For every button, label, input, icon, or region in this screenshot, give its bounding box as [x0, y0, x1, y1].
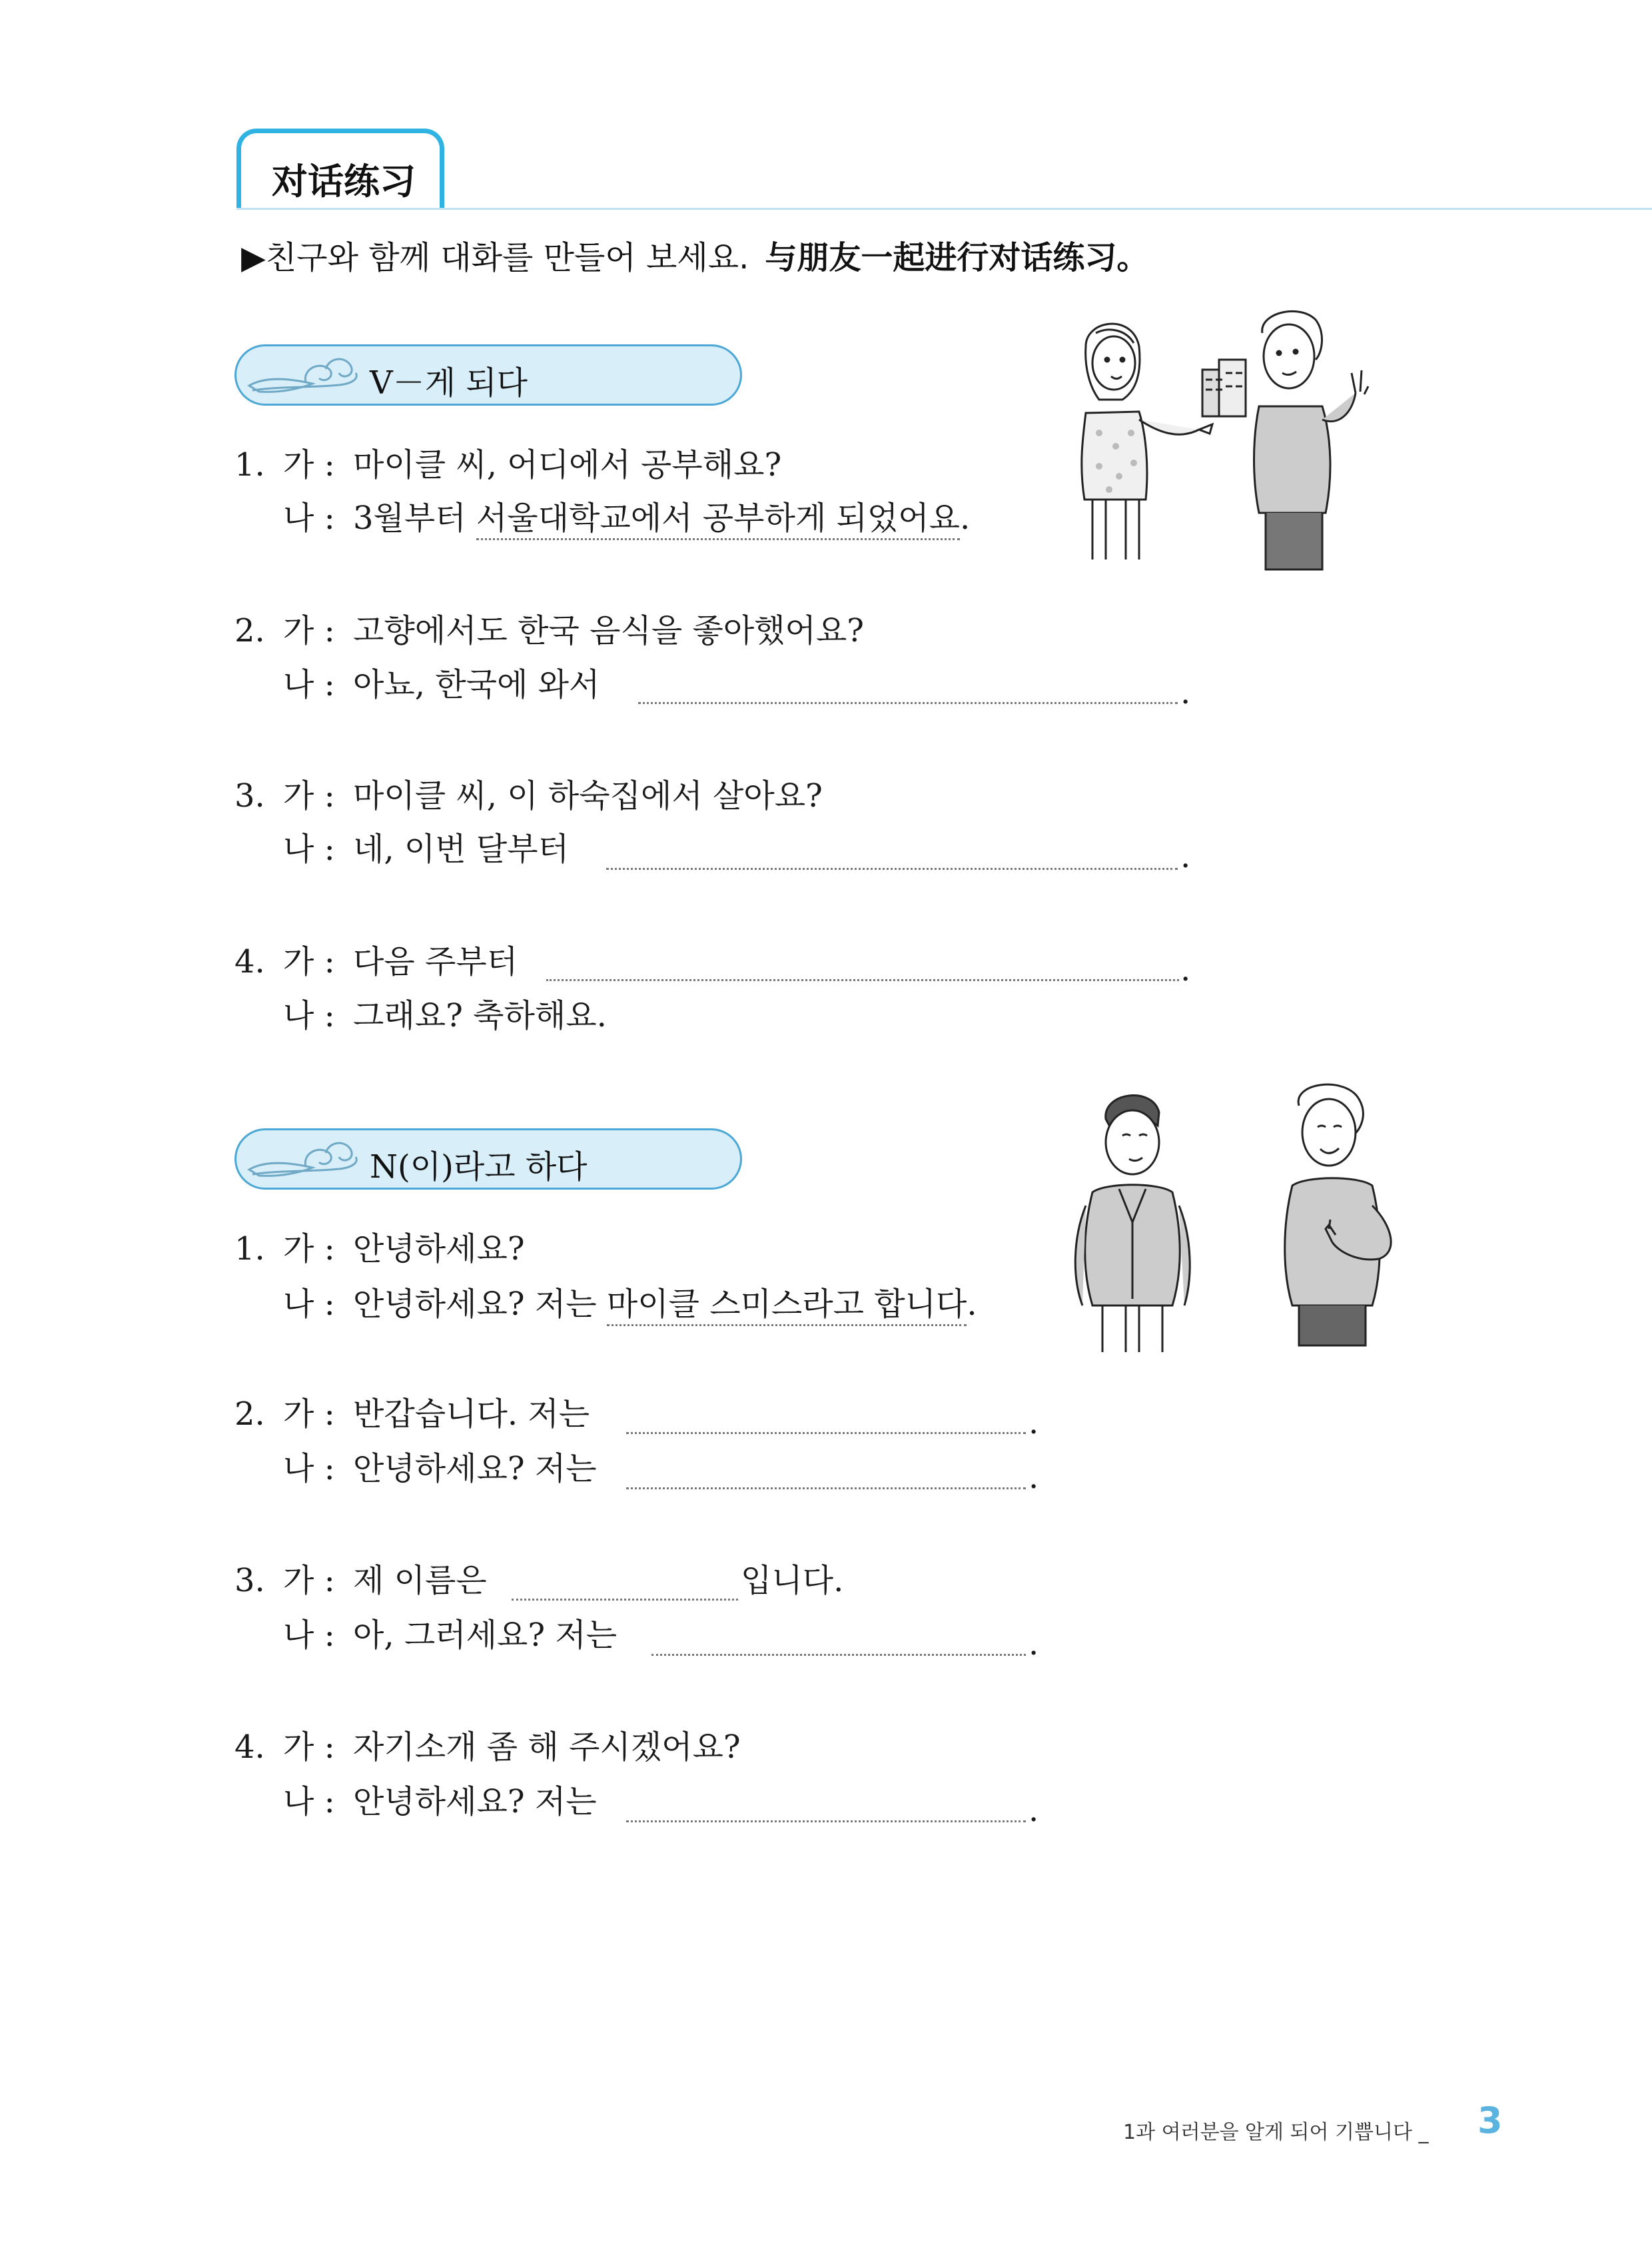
dialogue-text: 네, 이번 달부터 — [353, 831, 569, 868]
answer-blank[interactable] — [626, 1820, 1026, 1822]
cloud-ornament-icon — [239, 1133, 372, 1186]
two-men-illustration — [1066, 1079, 1452, 1359]
period: . — [967, 1286, 977, 1323]
footer-chapter: 1과 여러분을 알게 되어 기쁩니다 _ — [1123, 2121, 1429, 2144]
item-number: 2. — [234, 1395, 265, 1433]
grammar-header-1 — [234, 344, 742, 406]
period: . — [1029, 1792, 1039, 1829]
grammar-header-2 — [234, 1128, 742, 1190]
speaker-na: 나 : — [283, 1450, 335, 1487]
answer-blank[interactable] — [606, 868, 1178, 870]
example-answer: 서울대학교에서 공부하게 되었어요 — [476, 500, 960, 540]
dialogue-text: 자기소개 좀 해 주시겠어요? — [353, 1728, 741, 1766]
speaker-na: 나 : — [283, 1783, 335, 1820]
dialogue-text: 그래요? 축하해요. — [353, 997, 607, 1034]
period: . — [1180, 951, 1191, 988]
answer-blank[interactable] — [512, 1599, 738, 1601]
answer-blank[interactable] — [638, 702, 1178, 704]
speaker-na: 나 : — [283, 666, 335, 703]
instruction — [241, 232, 1148, 278]
dialogue-text: 입니다. — [741, 1562, 844, 1599]
dialogue-text: 안녕하세요? 저는 — [353, 1783, 597, 1820]
page-number: 3 — [1477, 2099, 1503, 2141]
answer-blank[interactable] — [626, 1432, 1026, 1434]
item-number: 2. — [234, 612, 265, 649]
period: . — [1029, 1404, 1039, 1441]
item-number: 4. — [234, 1728, 265, 1766]
period: . — [1180, 838, 1191, 875]
item-number: 1. — [234, 446, 265, 484]
speaker-ga: 가 : — [283, 1562, 335, 1599]
section-title-tab — [236, 129, 444, 210]
answer-blank[interactable] — [626, 1487, 1026, 1489]
speaker-ga: 가 : — [283, 1728, 335, 1766]
grammar-label-2: N(이)라고 하다 — [370, 1148, 588, 1186]
speaker-ga: 가 : — [283, 1395, 335, 1433]
dialogue-text: 다음 주부터 — [353, 943, 518, 980]
speaker-ga: 가 : — [283, 446, 335, 484]
speaker-na: 나 : — [283, 1617, 335, 1654]
section-title: 对话练习 — [272, 161, 416, 202]
cloud-ornament-icon — [239, 349, 372, 402]
item-number: 3. — [234, 1562, 265, 1599]
dialogue-text: 아뇨, 한국에 와서 — [353, 666, 600, 703]
dialogue-text: 안녕하세요? 저는 — [353, 1450, 597, 1487]
woman-man-building-illustration — [1059, 306, 1406, 573]
dialogue-text: 반갑습니다. 저는 — [353, 1395, 590, 1433]
period: . — [1029, 1625, 1039, 1663]
speaker-ga: 가 : — [283, 943, 335, 980]
instruction-chinese: 与朋友一起进行对话练习。 — [765, 239, 1149, 276]
speaker-ga: 가 : — [283, 777, 335, 815]
answer-blank[interactable] — [651, 1654, 1026, 1656]
instruction-korean: ▶친구와 함께 대화를 만들어 보세요. — [241, 239, 749, 276]
period: . — [1180, 674, 1191, 711]
speaker-na: 나 : — [283, 997, 335, 1034]
dialogue-text: 마이클 씨, 어디에서 공부해요? — [353, 446, 782, 484]
dialogue-text: 3월부터 — [353, 500, 476, 537]
dialogue-text: 아, 그러세요? 저는 — [353, 1617, 618, 1654]
item-number: 3. — [234, 777, 265, 815]
dialogue-text: 마이클 씨, 이 하숙집에서 살아요? — [353, 777, 823, 815]
answer-blank[interactable] — [546, 979, 1179, 981]
dialogue-text: 고향에서도 한국 음식을 좋아했어요? — [353, 612, 865, 649]
dialogue-text: 제 이름은 — [353, 1562, 487, 1599]
example-answer: 마이클 스미스라고 합니다 — [607, 1286, 967, 1326]
grammar-label-1: V－게 되다 — [370, 364, 528, 402]
item-number: 4. — [234, 943, 265, 980]
speaker-ga: 가 : — [283, 612, 335, 649]
dialogue-text: 안녕하세요? 저는 — [353, 1286, 607, 1323]
period: . — [959, 500, 971, 537]
dialogue-text: 안녕하세요? — [353, 1230, 525, 1268]
speaker-na: 나 : — [283, 831, 335, 868]
speaker-na: 나 : — [283, 1286, 335, 1323]
speaker-na: 나 : — [283, 500, 335, 537]
speaker-ga: 가 : — [283, 1230, 335, 1268]
item-number: 1. — [234, 1230, 265, 1268]
title-divider — [236, 208, 1652, 210]
period: . — [1029, 1459, 1039, 1496]
